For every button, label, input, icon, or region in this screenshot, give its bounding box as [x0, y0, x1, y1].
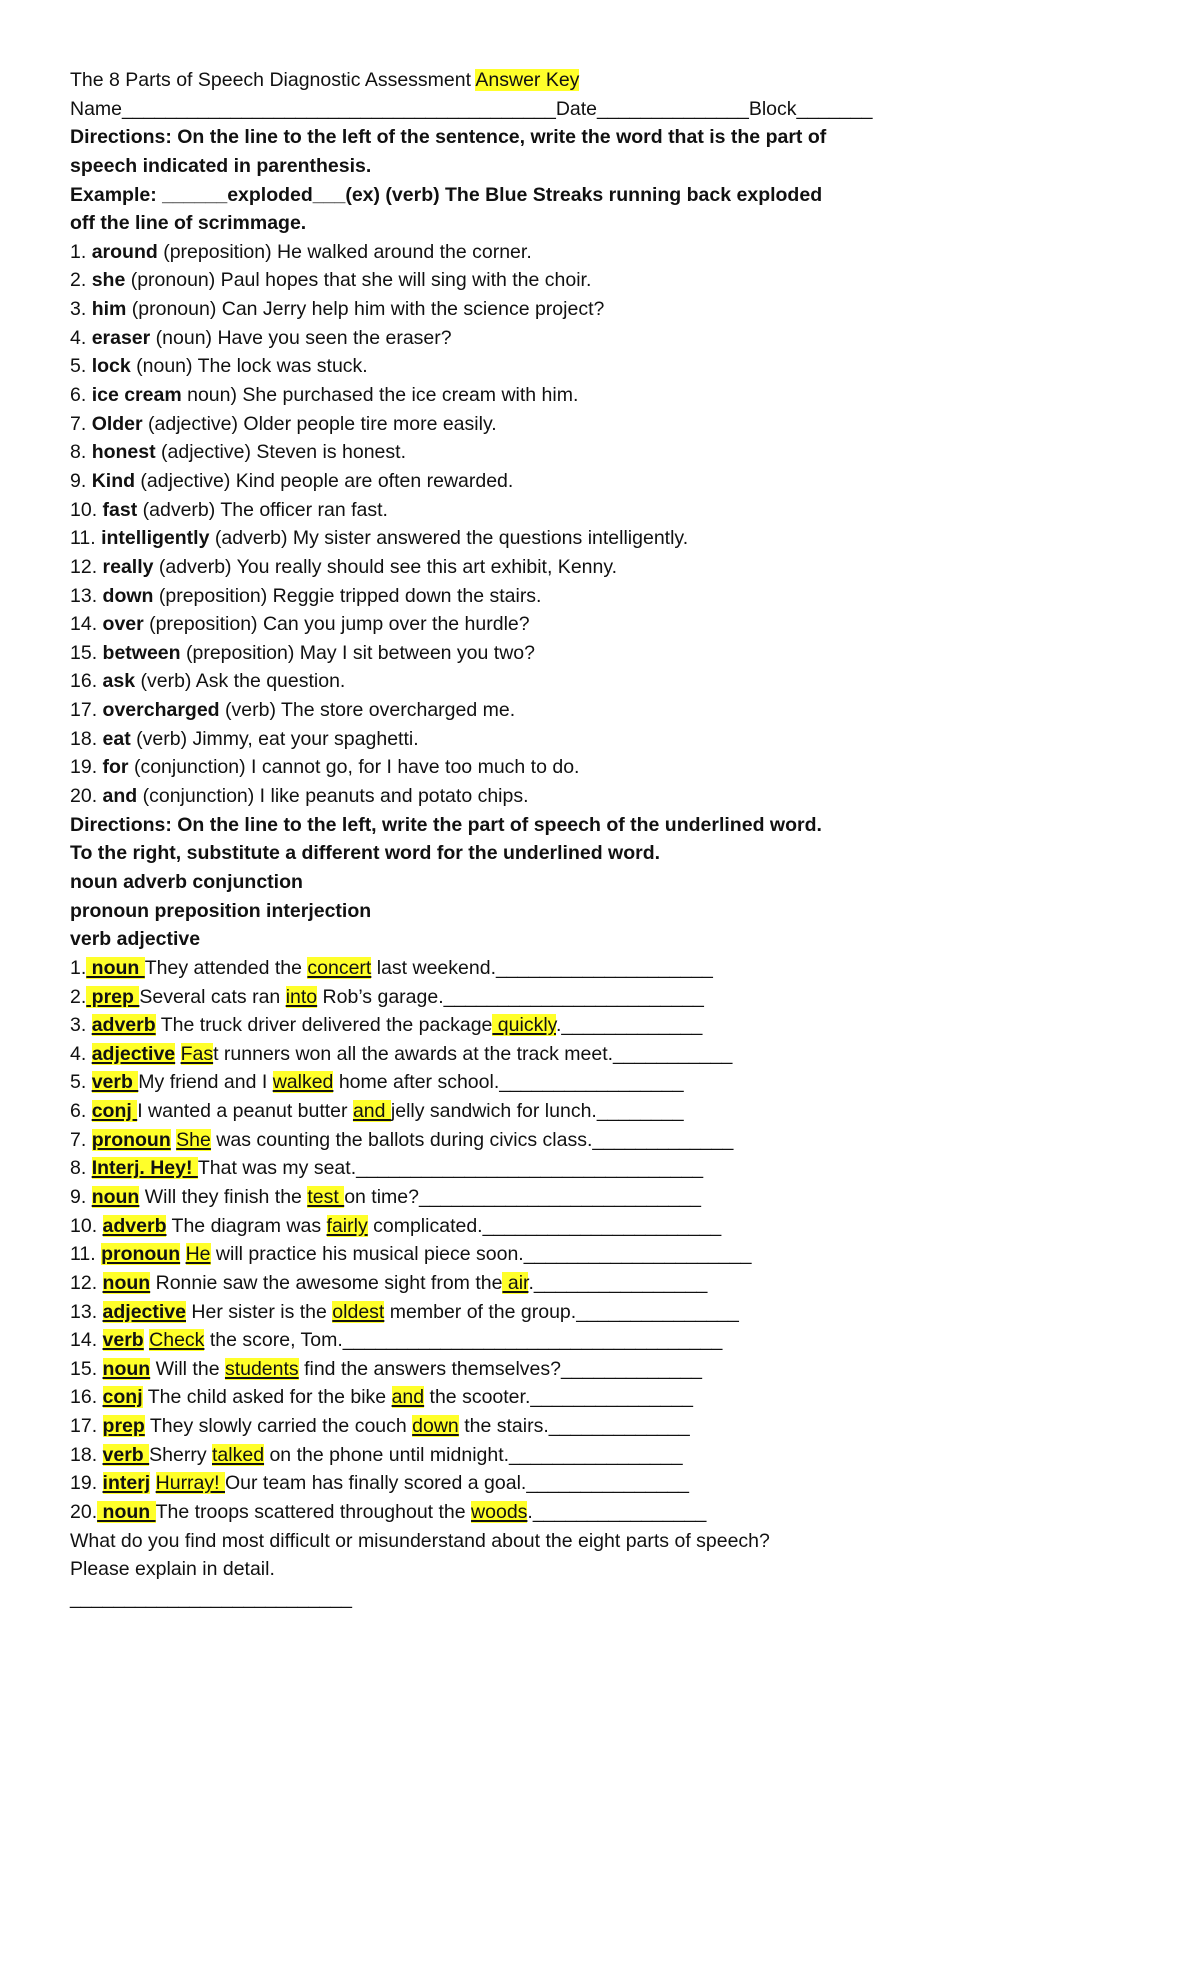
- underlined-word: air: [502, 1271, 529, 1294]
- question-number: 9.: [70, 1185, 92, 1208]
- question-number: 19.: [70, 1472, 103, 1495]
- part1-example: off the line of scrimmage.: [70, 212, 307, 235]
- part1-question-row: [70, 582, 1130, 611]
- part1-question-row: [70, 782, 1130, 811]
- part1-directions: Directions: On the line to the left of the sentence, write the word that is the part of: [70, 126, 827, 149]
- answer-word: down: [102, 584, 154, 607]
- question-number: 10.: [70, 498, 103, 521]
- part2-question-row: [70, 1154, 1130, 1183]
- sentence-end: ________________________________: [356, 1157, 704, 1180]
- answer-word: lock: [91, 355, 131, 378]
- question-number: 2.: [70, 985, 87, 1008]
- sentence-start: Sherry: [149, 1443, 212, 1466]
- question-text: (pronoun) Paul hopes that she will sing with the choir.: [125, 269, 592, 292]
- part-of-speech-answer: verb: [102, 1329, 144, 1352]
- underlined-word: woods: [471, 1501, 528, 1524]
- part2-question-row: [70, 1469, 1130, 1498]
- question-number: 8.: [70, 1157, 92, 1180]
- answer-word: him: [91, 298, 127, 321]
- part-of-speech-answer: pronoun: [91, 1128, 171, 1151]
- part-of-speech-answer: prep: [102, 1415, 145, 1438]
- part1-question-list: [70, 238, 1130, 811]
- part1-question-row: [70, 410, 1130, 439]
- part1-question-row: [70, 725, 1130, 754]
- answer-word: ask: [102, 670, 136, 693]
- sentence-end: t runners won all the awards at the track meet.___________: [213, 1042, 733, 1065]
- answer-word: intelligently: [101, 527, 210, 550]
- answer-word: Older: [91, 412, 143, 435]
- part2-question-row: [70, 1068, 1130, 1097]
- sentence-end: home after school._________________: [333, 1071, 684, 1094]
- question-number: 17.: [70, 699, 103, 722]
- sentence-start: [180, 1243, 185, 1265]
- part1-question-row: [70, 696, 1130, 725]
- question-text: (preposition) He walked around the corner.: [157, 240, 532, 263]
- closing-answer-line: __________________________: [70, 1586, 352, 1609]
- question-text: (adjective) Kind people are often rewarded.: [135, 469, 514, 492]
- question-number: 3.: [70, 1014, 92, 1037]
- part1-question-row: [70, 324, 1130, 353]
- part1-question-row: [70, 496, 1130, 525]
- answer-word: for: [102, 756, 129, 779]
- question-number: 4.: [70, 1042, 92, 1065]
- word-bank-line: noun adverb conjunction: [70, 870, 303, 893]
- part1-question-row: [70, 639, 1130, 668]
- part2-question-row: [70, 1326, 1130, 1355]
- question-text: noun) She purchased the ice cream with him.: [181, 384, 579, 407]
- question-number: 3.: [70, 298, 92, 321]
- question-number: 17.: [70, 1415, 103, 1438]
- underlined-word: Hurray!: [155, 1472, 225, 1495]
- part-of-speech-answer: pronoun: [101, 1243, 181, 1266]
- part1-directions: speech indicated in parenthesis.: [70, 154, 372, 177]
- question-number: 14.: [70, 613, 103, 636]
- question-number: 10.: [70, 1214, 103, 1237]
- question-number: 15.: [70, 1357, 103, 1380]
- question-number: 7.: [70, 412, 92, 435]
- sentence-start: They attended the: [144, 956, 308, 979]
- sentence-end: will practice his musical piece soon._____________________: [210, 1243, 752, 1266]
- answer-key-highlight: Answer Key: [475, 69, 580, 91]
- question-number: 7.: [70, 1128, 92, 1151]
- sentence-start: Will the: [150, 1357, 225, 1380]
- part2-question-row: [70, 1498, 1130, 1527]
- part2-question-row: [70, 1441, 1130, 1470]
- part-of-speech-answer: prep: [86, 985, 140, 1008]
- part2-question-row: [70, 1383, 1130, 1412]
- question-text: (verb) Jimmy, eat your spaghetti.: [130, 727, 419, 750]
- underlined-word: students: [224, 1357, 299, 1380]
- answer-word: really: [102, 555, 154, 578]
- answer-word: ice cream: [91, 384, 182, 407]
- part1-question-row: [70, 295, 1130, 324]
- part2-question-row: [70, 1126, 1130, 1155]
- part1-question-row: [70, 610, 1130, 639]
- question-number: 9.: [70, 469, 92, 492]
- part2-question-row: [70, 1097, 1130, 1126]
- underlined-word: quickly: [492, 1014, 556, 1037]
- word-bank-line: verb adjective: [70, 928, 201, 951]
- part-of-speech-answer: noun: [102, 1271, 151, 1294]
- sentence-end: the stairs._____________: [458, 1415, 690, 1438]
- document-title: The 8 Parts of Speech Diagnostic Assessment Answer Key: [70, 69, 580, 91]
- part2-directions: To the right, substitute a different word for the underlined word.: [70, 842, 661, 865]
- underlined-word: talked: [212, 1443, 265, 1466]
- sentence-start: They slowly carried the couch: [144, 1415, 413, 1438]
- part-of-speech-answer: adjective: [102, 1300, 186, 1323]
- part2-question-row: [70, 1412, 1130, 1441]
- part1-question-row: [70, 438, 1130, 467]
- question-number: 12.: [70, 1271, 103, 1294]
- question-number: 13.: [70, 1300, 103, 1323]
- underlined-word: He: [185, 1243, 211, 1266]
- part-of-speech-answer: noun: [86, 956, 145, 979]
- question-number: 12.: [70, 555, 103, 578]
- question-text: (verb) The store overcharged me.: [219, 699, 516, 722]
- sentence-start: Her sister is the: [186, 1300, 333, 1323]
- word-bank-line: pronoun preposition interjection: [70, 899, 372, 922]
- sentence-start: The diagram was: [166, 1214, 327, 1237]
- question-number: 1.: [70, 956, 87, 979]
- sentence-end: was counting the ballots during civics class._____________: [210, 1128, 734, 1151]
- question-text: (preposition) May I sit between you two?: [180, 641, 535, 664]
- part1-question-row: [70, 524, 1130, 553]
- question-number: 13.: [70, 584, 103, 607]
- underlined-word: into: [285, 985, 318, 1008]
- question-number: 11.: [70, 1243, 102, 1266]
- sentence-end: the score, Tom.___________________________________: [204, 1329, 723, 1352]
- part2-question-row: [70, 1212, 1130, 1241]
- answer-word: between: [102, 641, 181, 664]
- underlined-word: She: [176, 1128, 211, 1151]
- part-of-speech-answer: noun: [91, 1185, 140, 1208]
- question-number: 11.: [70, 527, 102, 550]
- question-text: (adverb) The officer ran fast.: [137, 498, 388, 521]
- answer-key-document: [70, 66, 1130, 1613]
- sentence-end: jelly sandwich for lunch.________: [390, 1100, 684, 1123]
- underlined-word: walked: [272, 1071, 334, 1094]
- sentence-end: .________________: [528, 1271, 708, 1294]
- sentence-start: Will they finish the: [139, 1185, 308, 1208]
- name-date-block-line: Name________________________________________Date______________Block_______: [70, 97, 873, 120]
- question-number: 15.: [70, 641, 103, 664]
- part-of-speech-answer: Interj. Hey!: [91, 1157, 198, 1180]
- question-text: (noun) Have you seen the eraser?: [150, 326, 452, 349]
- sentence-end: last weekend.____________________: [371, 956, 713, 979]
- underlined-word: and: [352, 1100, 391, 1123]
- question-number: 16.: [70, 670, 103, 693]
- part2-question-row: [70, 1269, 1130, 1298]
- question-text: (preposition) Can you jump over the hurdle?: [143, 613, 530, 636]
- question-number: 5.: [70, 1071, 92, 1094]
- question-text: (adverb) You really should see this art exhibit, Kenny.: [153, 555, 618, 578]
- question-number: 1.: [70, 240, 92, 263]
- underlined-word: and: [391, 1386, 425, 1409]
- part-of-speech-answer: adjective: [91, 1042, 176, 1065]
- part-of-speech-answer: noun: [102, 1357, 151, 1380]
- part2-question-row: [70, 1240, 1130, 1269]
- part1-question-row: [70, 753, 1130, 782]
- underlined-word: Check: [149, 1329, 205, 1352]
- part1-question-row: [70, 667, 1130, 696]
- underlined-word: down: [412, 1415, 459, 1438]
- part1-question-row: [70, 553, 1130, 582]
- question-text: (adverb) My sister answered the questions intelligently.: [209, 527, 689, 550]
- sentence-end: Rob’s garage.________________________: [317, 985, 704, 1008]
- part-of-speech-answer: noun: [97, 1501, 156, 1524]
- closing-question: What do you find most difficult or misunderstand about the eight parts of speech?: [70, 1529, 770, 1552]
- question-text: (conjunction) I cannot go, for I have too much to do.: [128, 756, 580, 779]
- question-number: 6.: [70, 384, 92, 407]
- answer-word: eraser: [91, 326, 151, 349]
- question-number: 19.: [70, 756, 103, 779]
- part-of-speech-answer: interj: [102, 1472, 151, 1495]
- sentence-end: member of the group._______________: [384, 1300, 739, 1323]
- part2-question-row: [70, 954, 1130, 983]
- part-of-speech-answer: verb: [91, 1071, 139, 1094]
- sentence-end: complicated.______________________: [367, 1214, 722, 1237]
- question-text: (pronoun) Can Jerry help him with the science project?: [126, 298, 605, 321]
- sentence-end: on the phone until midnight.________________: [264, 1443, 683, 1466]
- part2-question-row: [70, 1298, 1130, 1327]
- part1-question-row: [70, 381, 1130, 410]
- closing-question: Please explain in detail.: [70, 1558, 275, 1581]
- sentence-start: [150, 1472, 155, 1494]
- question-number: 4.: [70, 326, 92, 349]
- part2-question-row: [70, 1011, 1130, 1040]
- underlined-word: concert: [307, 956, 372, 979]
- sentence-start: Ronnie saw the awesome sight from the: [150, 1271, 503, 1294]
- part-of-speech-answer: conj: [102, 1386, 143, 1409]
- question-number: 20.: [70, 1501, 98, 1524]
- question-number: 2.: [70, 269, 92, 292]
- part1-question-row: [70, 266, 1130, 295]
- part-of-speech-answer: verb: [102, 1443, 150, 1466]
- part2-question-row: [70, 1183, 1130, 1212]
- sentence-start: [175, 1043, 180, 1065]
- underlined-word: oldest: [332, 1300, 385, 1323]
- sentence-start: Several cats ran: [139, 985, 286, 1008]
- sentence-start: I wanted a peanut butter: [137, 1100, 353, 1123]
- question-number: 14.: [70, 1329, 103, 1352]
- question-number: 16.: [70, 1386, 103, 1409]
- answer-word: eat: [102, 727, 131, 750]
- answer-word: Kind: [91, 469, 136, 492]
- sentence-end: Our team has finally scored a goal._______________: [225, 1472, 689, 1495]
- sentence-start: The truck driver delivered the package: [155, 1014, 493, 1037]
- question-number: 6.: [70, 1100, 92, 1123]
- underlined-word: test: [307, 1185, 345, 1208]
- part2-directions: Directions: On the line to the left, write the part of speech of the underlined word.: [70, 813, 822, 836]
- part2-question-row: [70, 1040, 1130, 1069]
- sentence-end: ._____________: [555, 1014, 703, 1037]
- question-text: (adjective) Older people tire more easily.: [142, 412, 497, 435]
- answer-word: fast: [102, 498, 138, 521]
- part2-question-list: [70, 954, 1130, 1527]
- question-text: (conjunction) I like peanuts and potato chips.: [137, 785, 529, 808]
- answer-word: honest: [91, 441, 156, 464]
- part1-question-row: [70, 352, 1130, 381]
- question-text: (adjective) Steven is honest.: [155, 441, 406, 464]
- part1-example: Example: ______exploded___(ex) (verb) The Blue Streaks running back exploded: [70, 183, 823, 206]
- answer-word: overcharged: [102, 699, 220, 722]
- sentence-start: The child asked for the bike: [142, 1386, 392, 1409]
- sentence-end: the scooter._______________: [424, 1386, 694, 1409]
- question-text: (preposition) Reggie tripped down the stairs.: [153, 584, 542, 607]
- answer-word: she: [91, 269, 126, 292]
- part-of-speech-answer: conj: [91, 1100, 138, 1123]
- question-number: 5.: [70, 355, 92, 378]
- answer-word: over: [102, 613, 144, 636]
- sentence-end: on time?__________________________: [344, 1185, 701, 1208]
- part-of-speech-answer: adverb: [91, 1014, 156, 1037]
- part2-question-row: [70, 983, 1130, 1012]
- question-text: (noun) The lock was stuck.: [130, 355, 368, 378]
- sentence-start: The troops scattered throughout the: [155, 1501, 472, 1524]
- answer-word: around: [91, 240, 158, 263]
- answer-word: and: [102, 785, 138, 808]
- part1-question-row: [70, 238, 1130, 267]
- sentence-end: find the answers themselves?_____________: [298, 1357, 702, 1380]
- sentence-start: That was my seat.: [197, 1157, 357, 1180]
- part1-question-row: [70, 467, 1130, 496]
- question-number: 20.: [70, 785, 103, 808]
- underlined-word: fairly: [326, 1214, 368, 1237]
- question-number: 18.: [70, 1443, 103, 1466]
- sentence-end: .________________: [527, 1501, 707, 1524]
- question-number: 8.: [70, 441, 92, 464]
- question-text: (verb) Ask the question.: [135, 670, 346, 693]
- part-of-speech-answer: adverb: [102, 1214, 167, 1237]
- part2-question-row: [70, 1355, 1130, 1384]
- underlined-word: Fas: [180, 1042, 214, 1065]
- question-number: 18.: [70, 727, 103, 750]
- sentence-start: My friend and I: [138, 1071, 273, 1094]
